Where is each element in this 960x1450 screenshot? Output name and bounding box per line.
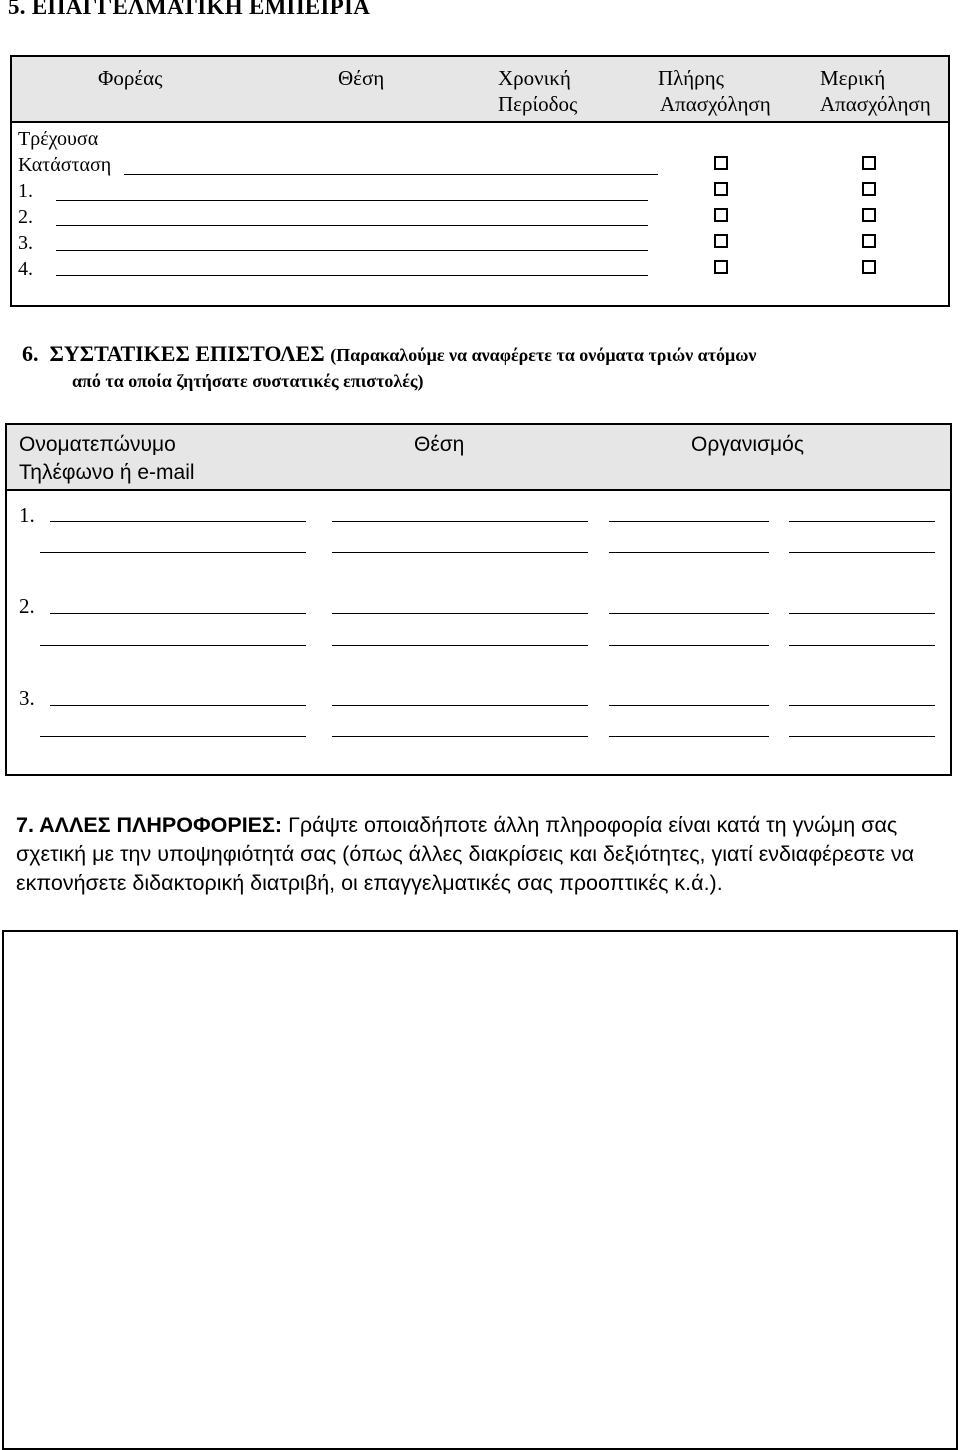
ref2-position-line[interactable] — [332, 613, 588, 614]
header-organization: Οργανισμός — [691, 433, 804, 456]
ref2-name-line-2[interactable] — [40, 645, 306, 646]
experience-line-4[interactable] — [56, 275, 648, 276]
header-fulltime-1: Πλήρης — [658, 66, 724, 90]
ref3-position-line-2[interactable] — [332, 736, 588, 737]
ref2-organization-line[interactable] — [609, 613, 769, 614]
header-position: Θέση — [414, 433, 465, 456]
ref1-organization-line-2[interactable] — [609, 552, 769, 553]
other-info-textarea[interactable] — [2, 930, 958, 1450]
ref3-organization-line[interactable] — [609, 705, 769, 706]
section6-note-1: (Παρακαλούμε να αναφέρετε τα ονόματα τριών ατόμων — [330, 345, 757, 365]
ref1-contact-line[interactable] — [789, 521, 935, 522]
ref2-name-line[interactable] — [50, 613, 306, 614]
current-status-label-1: Τρέχουσα — [18, 128, 99, 150]
section6-heading — [22, 341, 756, 367]
row1-fulltime-checkbox[interactable] — [714, 182, 728, 196]
current-parttime-checkbox[interactable] — [862, 156, 876, 170]
section5-title: 5. ΕΠΑΓΓΕΛΜΑΤΙΚΗ ΕΜΠΕΙΡΙΑ — [8, 0, 371, 19]
row2-fulltime-checkbox[interactable] — [714, 208, 728, 222]
ref1-name-line-2[interactable] — [40, 552, 306, 553]
header-period-1: Χρονική — [498, 66, 571, 90]
table-header — [12, 57, 948, 123]
ref3-contact-line-2[interactable] — [789, 736, 935, 737]
section6-number: 6. — [22, 341, 39, 366]
section6-title: ΣΥΣΤΑΤΙΚΕΣ ΕΠΙΣΤΟΛΕΣ — [49, 341, 325, 366]
header-position: Θέση — [338, 66, 385, 90]
experience-line-3[interactable] — [56, 250, 648, 251]
row-number: 3. — [18, 232, 33, 254]
row1-parttime-checkbox[interactable] — [862, 182, 876, 196]
section7-text: Γράψτε οποιαδήποτε άλλη πληροφορία είναι κατά τη γνώμη σας σχετική με την υποψηφιότητά σας (όπως άλλες διακρίσεις και δεξιότητες, γιατί ενδιαφέρεστε να εκπονήσετε διδακτορική διατριβή, οι επαγγελματικές σας προοπτικές κ.ά.). — [16, 813, 915, 895]
header-parttime-1: Μερική — [820, 66, 886, 90]
row-number: 2. — [19, 594, 35, 618]
ref1-position-line[interactable] — [332, 521, 588, 522]
ref1-name-line[interactable] — [50, 521, 306, 522]
row-number: 2. — [18, 206, 33, 228]
row-number: 4. — [18, 258, 33, 280]
ref1-organization-line[interactable] — [609, 521, 769, 522]
section6-note-2: από τα οποία ζητήσατε συστατικές επιστολές) — [72, 371, 424, 391]
current-status-line[interactable] — [124, 174, 658, 175]
ref2-organization-line-2[interactable] — [609, 645, 769, 646]
row3-parttime-checkbox[interactable] — [862, 234, 876, 248]
ref3-name-line-2[interactable] — [40, 736, 306, 737]
row-number: 1. — [18, 180, 33, 202]
experience-line-1[interactable] — [56, 200, 648, 201]
header-fulltime-2: Απασχόληση — [660, 92, 771, 116]
ref3-position-line[interactable] — [332, 705, 588, 706]
ref1-position-line-2[interactable] — [332, 552, 588, 553]
row3-fulltime-checkbox[interactable] — [714, 234, 728, 248]
professional-experience-table — [10, 55, 950, 307]
header-period-2: Περίοδος — [498, 92, 578, 116]
current-fulltime-checkbox[interactable] — [714, 156, 728, 170]
ref3-contact-line[interactable] — [789, 705, 935, 706]
ref2-contact-line[interactable] — [789, 613, 935, 614]
ref1-contact-line-2[interactable] — [789, 552, 935, 553]
table-header — [7, 425, 950, 491]
header-employer: Φορέας — [98, 66, 163, 90]
section7-paragraph — [16, 811, 946, 898]
row2-parttime-checkbox[interactable] — [862, 208, 876, 222]
header-name: Ονοματεπώνυμο — [19, 433, 176, 456]
header-contact: Τηλέφωνο ή e-mail — [19, 461, 195, 484]
current-status-label-2: Κατάσταση — [18, 154, 112, 176]
section7-title: 7. ΑΛΛΕΣ ΠΛΗΡΟΦΟΡΙΕΣ: — [16, 813, 283, 837]
ref3-organization-line-2[interactable] — [609, 736, 769, 737]
recommendation-letters-table — [5, 423, 952, 776]
row4-parttime-checkbox[interactable] — [862, 260, 876, 274]
row-number: 1. — [19, 503, 35, 527]
header-parttime-2: Απασχόληση — [820, 92, 931, 116]
row4-fulltime-checkbox[interactable] — [714, 260, 728, 274]
experience-line-2[interactable] — [56, 225, 648, 226]
ref3-name-line[interactable] — [50, 705, 306, 706]
ref2-contact-line-2[interactable] — [789, 645, 935, 646]
ref2-position-line-2[interactable] — [332, 645, 588, 646]
row-number: 3. — [19, 686, 35, 710]
